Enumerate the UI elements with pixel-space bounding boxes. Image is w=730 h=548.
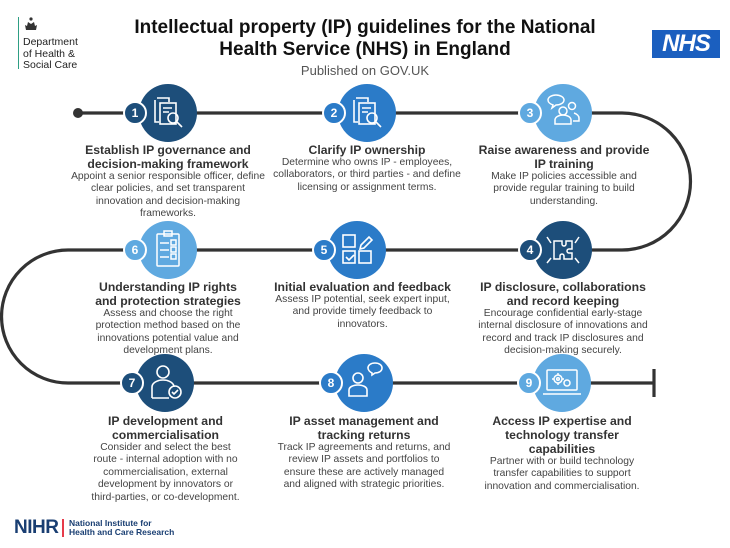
step-8-circle <box>327 354 393 412</box>
document-search-icon <box>139 84 197 142</box>
step-9-badge: 9 <box>517 371 541 395</box>
dhsc-line-1: Department <box>23 36 78 48</box>
step-4 <box>473 280 653 358</box>
step-5-title: Initial evaluation and feedback <box>274 280 451 294</box>
step-5 <box>270 280 455 331</box>
step-6-description: Assess and choose the right protection method based on the innovations potential value and development plans. <box>95 308 241 357</box>
puzzle-collaboration-icon <box>534 221 592 279</box>
step-9-title: Access IP expertise and technology transfer capabilities <box>492 414 632 456</box>
step-7-description: Consider and select the best route - internal adoption with no commercialisation, external development by innovators or third-parties, or co-development. <box>91 442 240 503</box>
step-1-circle <box>131 84 197 142</box>
step-6-circle <box>131 221 197 279</box>
step-9-description: Partner with or build technology transfer capabilities to support innovation and commercialisation. <box>484 456 640 492</box>
step-2-title: Clarify IP ownership <box>308 143 426 157</box>
step-4-description: Encourage confidential early-stage internal disclosure of innovations and record and track IP disclosures and decision-making securely. <box>478 308 648 357</box>
step-8-description: Track IP agreements and returns, and review IP assets and portfolios to ensure these are actively managed and aligned with strategic priorities. <box>277 442 451 491</box>
step-1-title: Establish IP governance and decision-making framework <box>85 143 251 171</box>
step-4-badge: 4 <box>518 238 542 262</box>
step-3-circle <box>526 84 592 142</box>
clipboard-checklist-icon <box>139 221 197 279</box>
title-line-2: Health Service (NHS) in England <box>219 39 511 60</box>
step-1-badge: 1 <box>123 101 147 125</box>
checklist-grid-icon <box>328 221 386 279</box>
nhs-logo: NHS <box>652 30 720 58</box>
step-3-badge: 3 <box>518 101 542 125</box>
people-chat-icon <box>534 84 592 142</box>
step-4-circle <box>526 221 592 279</box>
title-line-1: Intellectual property (IP) guidelines for the National <box>134 17 596 38</box>
dhsc-line-2: of Health & <box>23 47 75 60</box>
step-3-description: Make IP policies accessible and provide regular training to build understanding. <box>491 171 637 207</box>
user-check-icon <box>136 354 194 412</box>
document-search-icon <box>338 84 396 142</box>
user-speech-icon <box>335 354 393 412</box>
step-5-circle <box>320 221 386 279</box>
step-6-title: Understanding IP rights and protection strategies <box>95 280 241 308</box>
step-5-badge: 5 <box>312 238 336 262</box>
step-7-badge: 7 <box>120 371 144 395</box>
step-6 <box>88 280 248 358</box>
step-6-badge: 6 <box>123 238 147 262</box>
step-4-title: IP disclosure, collaborations and record keeping <box>480 280 646 308</box>
path-start-dot <box>73 108 83 118</box>
nihr-logo <box>14 517 174 539</box>
nihr-mark: NIHR <box>14 517 59 538</box>
dhsc-line-3: Social Care <box>23 59 78 71</box>
step-1 <box>68 143 268 221</box>
step-2-badge: 2 <box>322 101 346 125</box>
step-7-circle <box>128 354 194 412</box>
step-7 <box>88 414 243 504</box>
subtitle: Published on GOV.UK <box>300 63 430 78</box>
step-2-description: Determine who owns IP - employees, collaborators, or third parties - and define licensing or assignment terms. <box>273 157 461 193</box>
step-8 <box>276 414 452 492</box>
step-9-circle <box>525 354 591 412</box>
step-2 <box>272 143 462 194</box>
step-9 <box>472 414 652 493</box>
nihr-name-line-1: National Institute for <box>68 517 152 528</box>
nihr-divider <box>62 519 64 537</box>
step-8-title: IP asset management and tracking returns <box>289 414 439 442</box>
step-3 <box>474 143 654 208</box>
step-7-title: IP development and commercialisation <box>108 414 223 442</box>
step-5-description: Assess IP potential, seek expert input, and provide timely feedback to innovators. <box>275 294 450 330</box>
nihr-name <box>69 519 174 538</box>
nihr-name-line-2: Health and Care Research <box>68 527 175 537</box>
step-1-description: Appoint a senior responsible officer, define clear policies, and set transparent innovation and decision-making frameworks. <box>71 171 265 220</box>
step-2-circle <box>330 84 396 142</box>
step-8-badge: 8 <box>319 371 343 395</box>
laptop-gears-icon <box>533 354 591 412</box>
step-3-title: Raise awareness and provide IP training <box>478 143 650 171</box>
